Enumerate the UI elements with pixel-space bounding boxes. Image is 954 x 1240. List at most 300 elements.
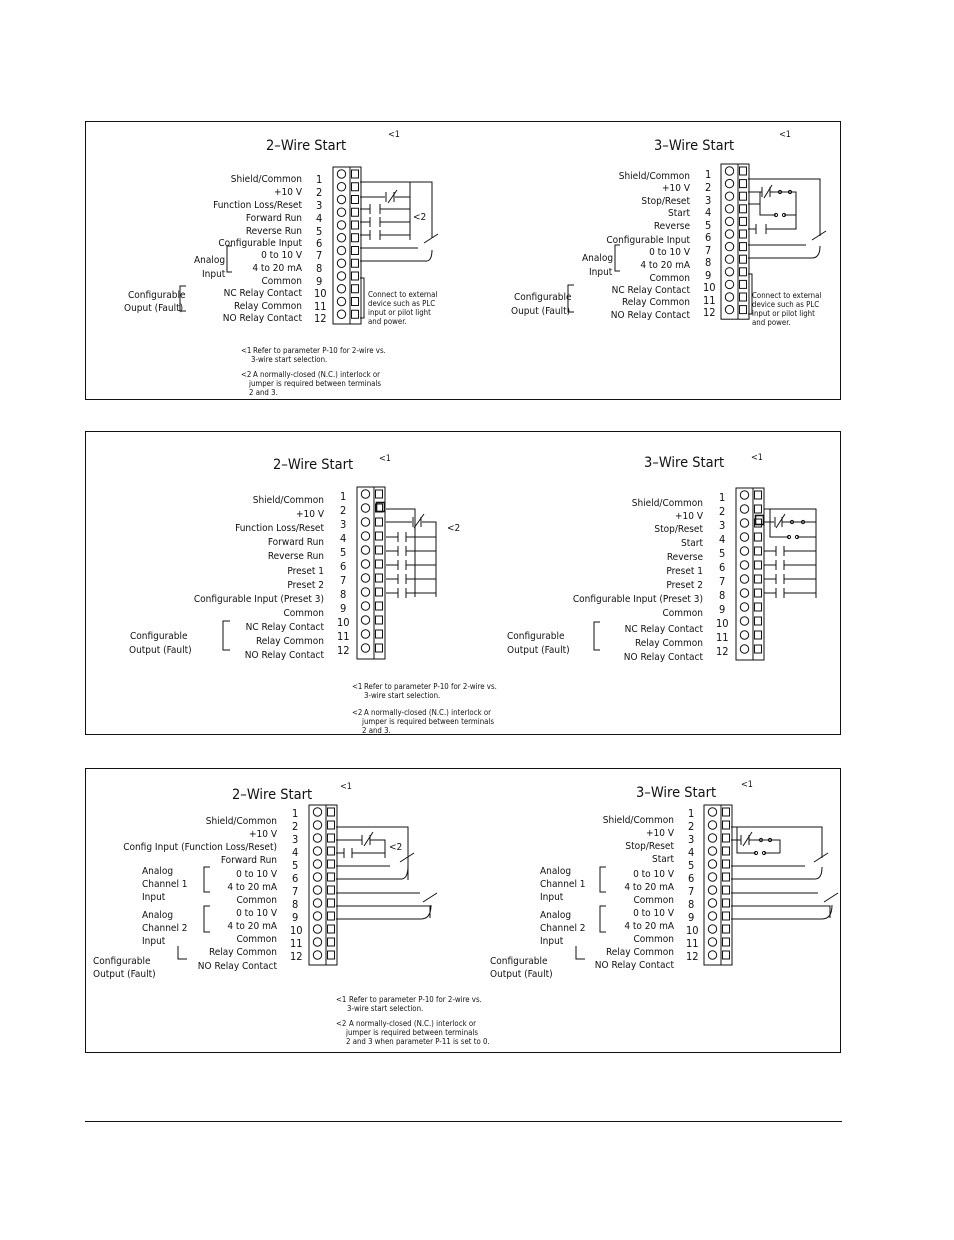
terminal-slot [352,183,359,191]
terminal-number: 8 [340,588,347,601]
terminal-number: 9 [719,603,726,616]
terminal-block [357,487,385,659]
terminal-number: 11 [703,294,716,307]
terminal-slot [723,873,730,881]
terminal-slot [376,532,383,540]
panel-1-right-title: 3–Wire Start [654,138,735,154]
note-line: and power. [368,317,407,326]
panel-2-right-ref: <1 [751,453,763,463]
group-label: Configurable [128,290,186,301]
terminal-slot [755,589,762,597]
note-line: device such as PLC [368,299,436,308]
terminal-label: 4 to 20 mA [640,260,690,271]
footnote-marker: <1 [336,995,347,1004]
terminal-screw [361,518,369,526]
terminal-label: Common [633,895,674,906]
terminal-number: 1 [719,491,726,504]
terminal-screw [740,561,748,569]
terminal-label: +10 V [662,183,690,194]
terminal-slot [376,574,383,582]
terminal-label: Start [668,208,690,219]
terminal-slot [740,180,747,188]
terminal-slot [328,899,335,907]
terminal-screw [708,925,716,933]
panel-3-border [86,769,841,1053]
terminal-label: Reverse [653,221,690,232]
footnote-text: 3-wire start selection. [347,1004,424,1013]
note-2-marker: <2 [447,523,461,534]
terminal-screw [740,631,748,639]
terminal-number: 8 [292,898,299,911]
terminal-screw [337,221,345,229]
terminal-number: 12 [337,644,350,657]
terminal-number: 10 [686,924,699,937]
terminal-number: 8 [719,589,726,602]
panel-3-right-numbers [686,807,699,963]
terminal-label: Config Input (Function Loss/Reset) [123,842,277,853]
terminal-slot [352,208,359,216]
terminal-label: Function Loss/Reset [235,523,324,534]
terminal-screw [337,234,345,242]
group-label: Output (Fault) [129,645,192,656]
footnote-text: jumper is required between terminals [346,1028,479,1037]
terminal-slot [755,617,762,625]
terminal-label: Preset 1 [666,566,703,577]
panel-1-right-numbers [703,168,716,319]
terminal-screw [740,519,748,527]
terminal-screw [361,630,369,638]
terminal-screw [725,280,733,288]
group-label: Analog [582,253,614,264]
terminal-slot [723,925,730,933]
terminal-label: NO Relay Contact [244,650,324,661]
footnote-text: Refer to parameter P-10 for 2-wire vs. [364,682,497,691]
terminal-number: 12 [703,306,716,319]
terminal-number: 3 [688,833,695,846]
terminal-screw [313,951,321,959]
panel-2-left-ref: <1 [379,454,391,464]
group-label: Analog [142,866,174,877]
terminal-label: 4 to 20 mA [624,882,674,893]
footnotes [241,346,386,397]
panel-3-right-labels [595,815,675,971]
terminal-slot [352,298,359,306]
terminal-number: 6 [688,872,695,885]
group-label: Output (Fault) [490,969,553,980]
terminal-block [309,805,337,965]
terminal-number: 5 [705,219,712,232]
terminal-label: Common [261,276,302,287]
terminal-slot [376,602,383,610]
terminal-screw [740,617,748,625]
terminal-number: 1 [688,807,695,820]
terminal-slot [723,860,730,868]
terminal-label: +10 V [646,828,674,839]
terminal-number: 2 [705,181,712,194]
terminal-label: Relay Common [605,947,674,958]
terminal-screw [708,808,716,816]
terminal-label: Common [633,934,674,945]
group-label: Input [540,936,564,947]
note-2-marker: <2 [413,212,427,223]
terminal-screw [725,167,733,175]
terminal-slot [328,925,335,933]
panel-1-left [124,130,438,397]
terminal-number: 6 [340,560,347,573]
terminal-label: Start [681,538,703,549]
terminal-block [736,488,764,660]
terminal-screw [337,259,345,267]
footnote-text: jumper is required between terminals [249,379,382,388]
terminal-slot [352,221,359,229]
terminal-number: 2 [688,820,695,833]
terminal-slot [755,645,762,653]
terminal-slot [740,192,747,200]
terminal-screw [708,912,716,920]
terminal-number: 10 [703,281,716,294]
panel-1-left-ref: <1 [388,130,400,140]
footnote-text: 3-wire start selection. [251,355,328,364]
group-label: Configurable [514,292,572,303]
group-label: Input [589,267,613,278]
terminal-block [721,164,749,319]
terminal-label: NO Relay Contact [222,313,302,324]
group-label: Analog [540,910,572,921]
panel-2-right-numbers [716,491,729,658]
terminal-screw [708,951,716,959]
terminal-number: 5 [316,225,323,238]
terminal-slot [376,560,383,568]
terminal-screw [313,912,321,920]
terminal-slot [376,588,383,596]
terminal-label: Configurable Input [606,235,690,246]
terminal-screw [337,297,345,305]
group-label: Analog [540,866,572,877]
terminal-number: 8 [705,256,712,269]
group-label: Analog [142,910,174,921]
footnote-marker: <2 [241,370,252,379]
terminal-label: 0 to 10 V [649,247,690,258]
terminal-screw [337,208,345,216]
terminal-number: 7 [292,885,299,898]
group-label: Configurable [93,956,151,967]
terminal-slot [755,491,762,499]
footnote-text: 3-wire start selection. [364,691,441,700]
group-label: Input [142,936,166,947]
terminal-label: 0 to 10 V [633,908,674,919]
terminal-label: +10 V [249,829,277,840]
terminal-number: 6 [719,561,726,574]
connect-note [752,291,821,327]
terminal-number: 12 [290,950,303,963]
panel-3-right-wiring [731,827,838,919]
terminal-slot [352,247,359,255]
terminal-slot [740,217,747,225]
panel-3-left-numbers [290,807,303,963]
terminal-screw [740,589,748,597]
terminal-label: 4 to 20 mA [624,921,674,932]
terminal-screw [337,183,345,191]
terminal-screw [708,873,716,881]
terminal-number: 3 [705,194,712,207]
panel-2-left-wiring [386,509,436,598]
terminal-screw [708,860,716,868]
terminal-screw [740,547,748,555]
terminal-screw [725,192,733,200]
terminal-screw [725,205,733,213]
terminal-number: 10 [337,616,350,629]
connect-note [368,290,437,326]
terminal-number: 3 [340,518,347,531]
terminal-slot [328,873,335,881]
terminal-label: Relay Common [255,636,324,647]
group-label: Output (Fault) [507,645,570,656]
terminal-slot [755,533,762,541]
group-label: Channel 2 [540,923,586,934]
terminal-label: Shield/Common [602,815,674,826]
terminal-slot [328,821,335,829]
terminal-label: NO Relay Contact [197,961,277,972]
panel-2-left [129,454,497,735]
panel-2-right-title: 3–Wire Start [644,455,725,471]
footnotes [336,995,490,1046]
terminal-slot [328,938,335,946]
panel-3-right-title: 3–Wire Start [636,785,717,801]
terminal-number: 9 [340,602,347,615]
terminal-number: 4 [316,212,323,225]
terminal-screw [708,821,716,829]
terminal-slot [740,230,747,238]
group-label: Configurable [490,956,548,967]
terminal-label: Shield/Common [230,174,302,185]
group-label: Channel 2 [142,923,188,934]
terminal-screw [337,272,345,280]
terminal-number: 11 [716,631,729,644]
terminal-number: 6 [316,237,323,250]
terminal-screw [361,490,369,498]
footnote-text: 2 and 3 when parameter P-11 is set to 0. [346,1037,490,1046]
terminal-slot [723,821,730,829]
terminal-slot [740,243,747,251]
note-line: device such as PLC [752,300,820,309]
terminal-slot [723,834,730,842]
terminal-screw [337,170,345,178]
terminal-number: 1 [340,490,347,503]
terminal-screw [708,847,716,855]
terminal-label: Function Loss/Reset [213,200,302,211]
terminal-label: NC Relay Contact [624,624,703,635]
note-line: input or pilot light [752,309,815,318]
terminal-slot [328,834,335,842]
panel-3-right [490,780,838,980]
terminal-number: 3 [316,199,323,212]
panel-1-left-numbers [314,173,327,325]
terminal-label: Preset 1 [287,566,324,577]
terminal-screw [313,834,321,842]
terminal-slot [352,310,359,318]
terminal-number: 9 [705,269,712,282]
terminal-screw [740,533,748,541]
terminal-label: Shield/Common [618,171,690,182]
terminal-slot [740,255,747,263]
terminal-slot [328,860,335,868]
terminal-slot [723,912,730,920]
panel-2-left-numbers [337,490,350,657]
panel-3-left-ref: <1 [340,782,352,792]
terminal-slot [755,547,762,555]
terminal-number: 10 [314,287,327,300]
group-label: Configurable [507,631,565,642]
terminal-screw [708,938,716,946]
terminal-slot [755,631,762,639]
terminal-screw [708,899,716,907]
terminal-label: Relay Common [208,947,277,958]
note-line: and power. [752,318,791,327]
terminal-label: Shield/Common [631,498,703,509]
terminal-slot [755,561,762,569]
terminal-slot [740,293,747,301]
terminal-label: Common [649,273,690,284]
panel-2-left-labels [194,495,325,661]
footnote-marker: <2 [352,708,363,717]
terminal-label: Preset 2 [287,580,324,591]
terminal-number: 7 [688,885,695,898]
terminal-screw [313,899,321,907]
terminal-number: 6 [705,231,712,244]
terminal-screw [361,644,369,652]
terminal-screw [725,179,733,187]
terminal-label: Common [283,608,324,619]
terminal-number: 1 [292,807,299,820]
terminal-label: Common [236,934,277,945]
terminal-number: 6 [292,872,299,885]
group-label: Input [202,269,226,280]
terminal-screw [313,925,321,933]
terminal-screw [740,575,748,583]
terminal-number: 11 [337,630,350,643]
note-line: Connect to external [752,291,822,300]
note-line: Connect to external [368,290,438,299]
terminal-slot [328,951,335,959]
group-label: Channel 1 [142,879,188,890]
panel-1-right-ref: <1 [779,130,791,140]
group-label: Analog [194,255,226,266]
terminal-label: Common [236,895,277,906]
footnote-marker: <1 [352,682,363,691]
terminal-screw [337,195,345,203]
terminal-number: 2 [340,504,347,517]
terminal-screw [725,217,733,225]
terminal-label: Forward Run [245,213,302,224]
terminal-screw [361,560,369,568]
terminal-slot [740,306,747,314]
footnotes [352,682,497,735]
terminal-slot [352,259,359,267]
terminal-number: 7 [316,249,323,262]
terminal-block [333,167,361,324]
terminal-slot [328,847,335,855]
terminal-label: Configurable Input [218,238,302,249]
terminal-label: NC Relay Contact [223,288,302,299]
terminal-label: 0 to 10 V [633,869,674,880]
terminal-block [704,805,732,965]
footnote-text: jumper is required between terminals [362,717,495,726]
terminal-slot [723,886,730,894]
terminal-screw [313,860,321,868]
terminal-number: 2 [719,505,726,518]
terminal-label: Start [652,854,674,865]
terminal-label: Configurable Input (Preset 3) [572,594,703,605]
terminal-slot [352,196,359,204]
terminal-screw [361,574,369,582]
terminal-label: NC Relay Contact [611,285,690,296]
terminal-number: 4 [705,206,712,219]
group-label: Channel 1 [540,879,586,890]
terminal-label: +10 V [675,511,703,522]
footnote-marker: <1 [241,346,252,355]
terminal-slot [352,234,359,242]
group-label: Output (Fault) [93,969,156,980]
terminal-screw [361,532,369,540]
terminal-slot [723,951,730,959]
terminal-label: Forward Run [220,855,277,866]
terminal-slot [740,167,747,175]
panel-1-right-labels [606,171,691,321]
terminal-slot [740,205,747,213]
terminal-screw [725,293,733,301]
terminal-number: 1 [316,173,323,186]
terminal-number: 12 [716,645,729,658]
terminal-slot [328,808,335,816]
terminal-number: 1 [705,168,712,181]
terminal-label: Stop/Reset [654,524,703,535]
terminal-label: NC Relay Contact [245,622,324,633]
terminal-slot [376,518,383,526]
terminal-number: 7 [719,575,726,588]
panel-2-right-labels [573,498,704,663]
terminal-screw [725,255,733,263]
terminal-number: 2 [292,820,299,833]
terminal-label: 0 to 10 V [261,250,302,261]
terminal-slot [755,575,762,583]
terminal-number: 8 [688,898,695,911]
terminal-screw [740,603,748,611]
terminal-label: 4 to 20 mA [252,263,302,274]
terminal-number: 5 [719,547,726,560]
terminal-label: Preset 2 [666,580,703,591]
group-label: Input [142,892,166,903]
panel-2-right-wiring [764,509,816,598]
terminal-label: NO Relay Contact [594,960,674,971]
terminal-screw [708,834,716,842]
terminal-screw [313,873,321,881]
terminal-slot [352,285,359,293]
terminal-number: 7 [340,574,347,587]
terminal-screw [361,616,369,624]
terminal-label: 4 to 20 mA [227,882,277,893]
terminal-screw [725,242,733,250]
terminal-label: Configurable Input (Preset 3) [193,594,324,605]
terminal-number: 12 [314,312,327,325]
terminal-screw [725,230,733,238]
terminal-number: 5 [292,859,299,872]
terminal-screw [337,310,345,318]
terminal-number: 4 [688,846,695,859]
terminal-screw [313,808,321,816]
terminal-slot [328,912,335,920]
terminal-label: Reverse Run [267,551,324,562]
footnote-text: A normally-closed (N.C.) interlock or [349,1019,477,1028]
